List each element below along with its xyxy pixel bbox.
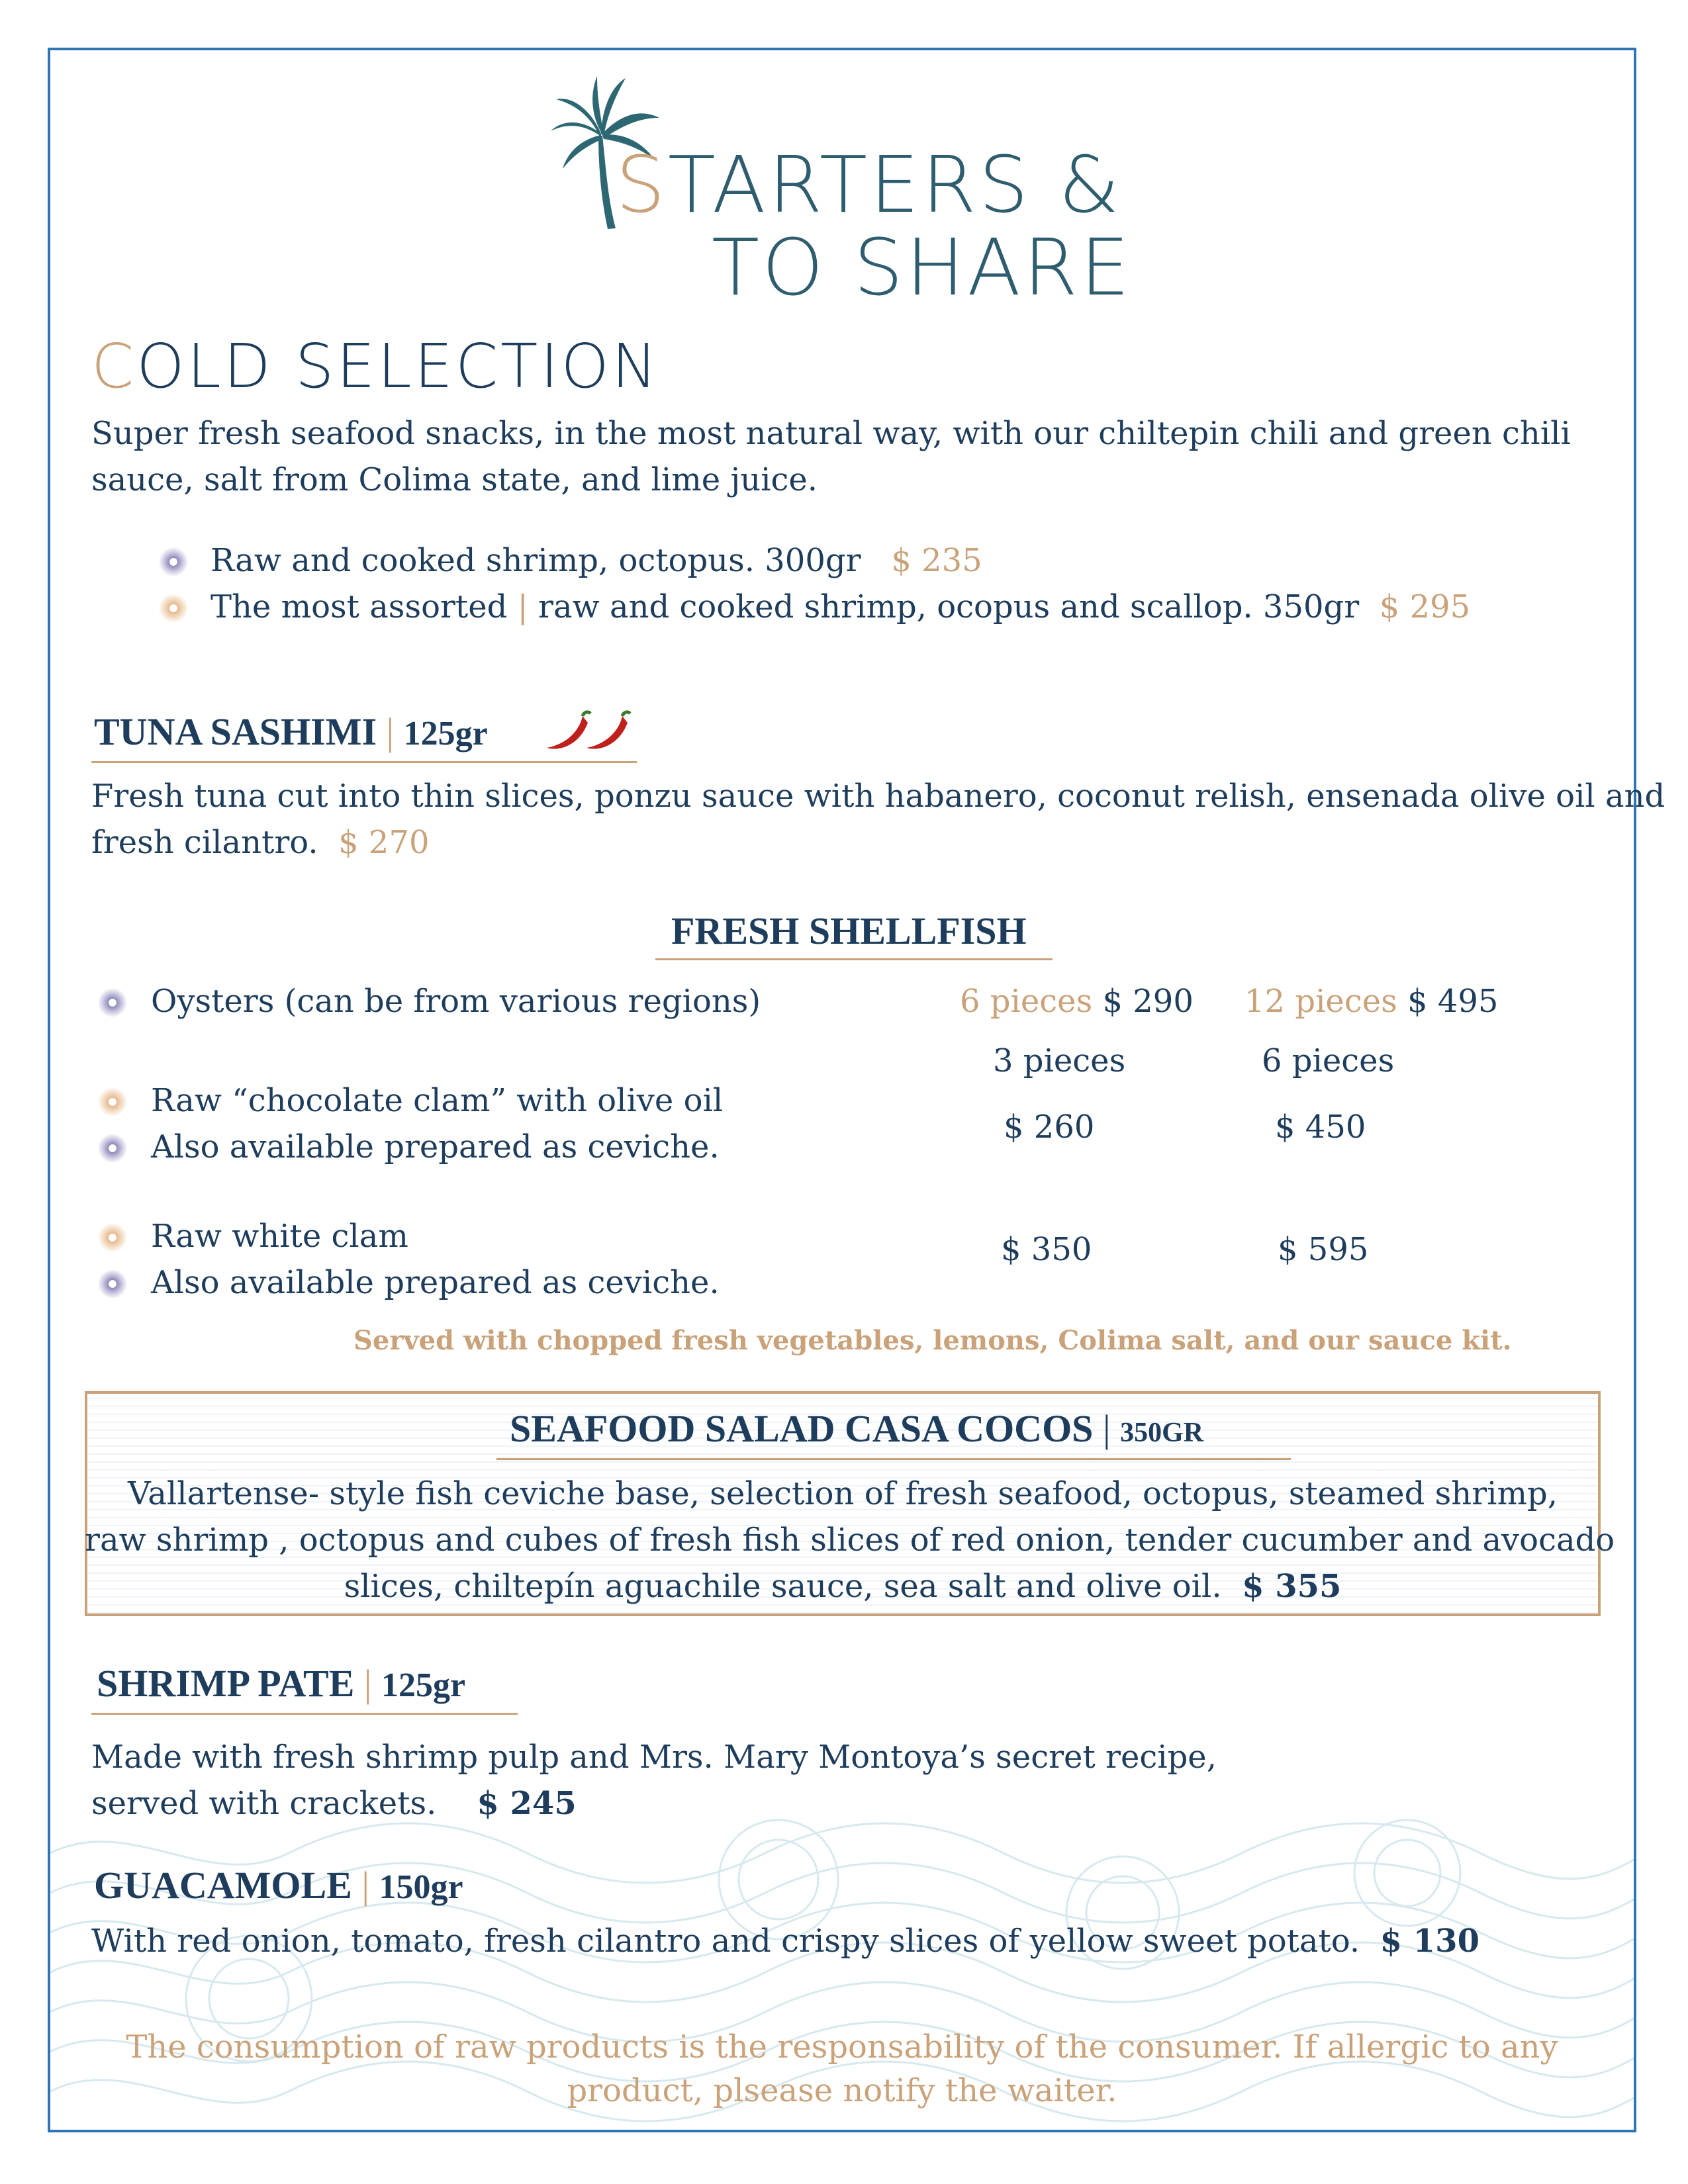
salad-name: SEAFOOD SALAD CASA COCOS (510, 1407, 1094, 1450)
tuna-underline (91, 761, 637, 763)
salad-description-line1: Vallartense- style fish ceviche base, selection of fresh seafood, octopus, steamed shrimp, (128, 1475, 1558, 1512)
oysters-price2: $ 495 (1407, 983, 1499, 1020)
cold-selection-description-line1: Super fresh seafood snacks, in the most natural way, with our chiltepin chili and green chili (91, 415, 1571, 452)
white-clam-price-2: $ 595 (1278, 1231, 1369, 1268)
separator: | (361, 1864, 370, 1907)
bullet-flower-icon (98, 1087, 127, 1116)
pate-weight: 125gr (381, 1666, 466, 1704)
tuna-description-text: fresh cilantro. (91, 824, 318, 861)
bullet-flower-icon (98, 988, 127, 1017)
cold-item-2-price: $ 295 (1379, 588, 1471, 625)
chocolate-clam-price-1: $ 260 (1004, 1109, 1095, 1146)
shrimp-pate-heading (97, 1661, 465, 1706)
seafood-salad-heading (510, 1406, 1203, 1451)
cold-item-2 (211, 584, 1470, 630)
fresh-shellfish-heading: FRESH SHELLFISH (671, 909, 1027, 952)
tuna-price: $ 270 (338, 824, 430, 861)
guac-name: GUACAMOLE (94, 1864, 352, 1907)
footer-disclaimer-line2: product, plsease notify the waiter. (567, 2072, 1117, 2109)
salad-description-line3 (85, 1563, 1601, 1610)
tuna-description-line1: Fresh tuna cut into thin slices, ponzu sauce with habanero, coconut relish, ensenada olive oil and (91, 778, 1665, 815)
pate-underline (91, 1713, 518, 1715)
clam-qty-header-2: 6 pieces (1262, 1042, 1395, 1079)
cold-item-1-text: Raw and cooked shrimp, octopus. 300gr (211, 542, 861, 579)
salad-line3-text: slices, chiltepín aguachile sauce, sea salt and olive oil. (344, 1568, 1222, 1605)
bullet-flower-icon (98, 1134, 127, 1163)
cold-selection-heading (91, 331, 660, 402)
pate-price: $ 245 (477, 1785, 577, 1822)
salad-underline (496, 1458, 1291, 1460)
chocolate-clam-note: Also available prepared as ceviche. (151, 1128, 720, 1165)
chocolate-clam-price-2: $ 450 (1275, 1109, 1366, 1146)
guac-weight: 150gr (379, 1868, 463, 1906)
separator: | (386, 710, 395, 753)
bullet-flower-icon (159, 594, 188, 623)
shellfish-served-note: Served with chopped fresh vegetables, lemons, Colima salt, and our sauce kit. (353, 1325, 1512, 1356)
cold-selection-rest: OLD SELECTION (136, 331, 660, 402)
guacamole-heading (94, 1863, 463, 1907)
bullet-flower-icon (98, 1223, 127, 1252)
oysters-price-1 (960, 978, 1194, 1024)
pate-description-line1: Made with fresh shrimp pulp and Mrs. Mary Montoya’s secret recipe, (91, 1739, 1217, 1776)
title-rest: TARTERS & (667, 139, 1123, 230)
cold-item-1-price: $ 235 (891, 542, 982, 579)
tuna-name: TUNA SASHIMI (94, 710, 377, 753)
white-clam-name: Raw white clam (151, 1218, 408, 1255)
white-clam-price-1: $ 350 (1001, 1231, 1092, 1268)
tuna-description-line2 (91, 819, 430, 866)
oysters-qty2: 12 pieces (1244, 983, 1397, 1020)
bullet-flower-icon (159, 547, 188, 576)
oysters-qty1: 6 pieces (960, 983, 1093, 1020)
page-title-line1 (616, 139, 1122, 230)
guacamole-description (91, 1918, 1479, 1964)
chili-pepper-icon (541, 709, 634, 754)
cold-item-2-text-a: The most assorted (211, 588, 508, 625)
salad-description-line2: raw shrimp , octopus and cubes of fresh fish slices of red onion, tender cucumber and avocado (85, 1522, 1615, 1559)
salad-price: $ 355 (1242, 1568, 1342, 1605)
separator: | (517, 588, 528, 625)
guac-description-text: With red onion, tomato, fresh cilantro and crispy slices of yellow sweet potato. (91, 1923, 1360, 1960)
cold-item-1 (211, 537, 982, 584)
separator: | (1102, 1407, 1111, 1450)
oysters-name: Oysters (can be from various regions) (151, 983, 761, 1020)
cold-selection-description-line2: sauce, salt from Colima state, and lime juice. (91, 461, 818, 498)
guac-price: $ 130 (1380, 1923, 1479, 1960)
pate-name: SHRIMP PATE (97, 1662, 355, 1705)
cold-selection-initial: C (91, 331, 137, 402)
page-title-line2: TO SHARE (712, 222, 1133, 313)
chocolate-clam-name: Raw “chocolate clam” with olive oil (151, 1082, 724, 1119)
tuna-weight: 125gr (403, 715, 488, 752)
footer-disclaimer-line1: The consumption of raw products is the responsability of the consumer. If allergic to any (126, 2028, 1558, 2066)
clam-qty-header-1: 3 pieces (993, 1042, 1126, 1079)
tuna-sashimi-heading (94, 709, 488, 754)
shellfish-underline (655, 958, 1053, 960)
cold-item-2-text-b: raw and cooked shrimp, ocopus and scallop. 350gr (538, 588, 1360, 625)
salad-weight: 350GR (1120, 1418, 1204, 1448)
oysters-price1: $ 290 (1102, 983, 1194, 1020)
white-clam-note: Also available prepared as ceviche. (151, 1264, 720, 1301)
bullet-flower-icon (98, 1269, 127, 1298)
oysters-price-2 (1244, 978, 1498, 1024)
title-initial: S (616, 139, 668, 230)
pate-line2-text: served with crackets. (91, 1785, 437, 1822)
separator: | (363, 1662, 372, 1705)
pate-description-line2 (91, 1780, 577, 1827)
